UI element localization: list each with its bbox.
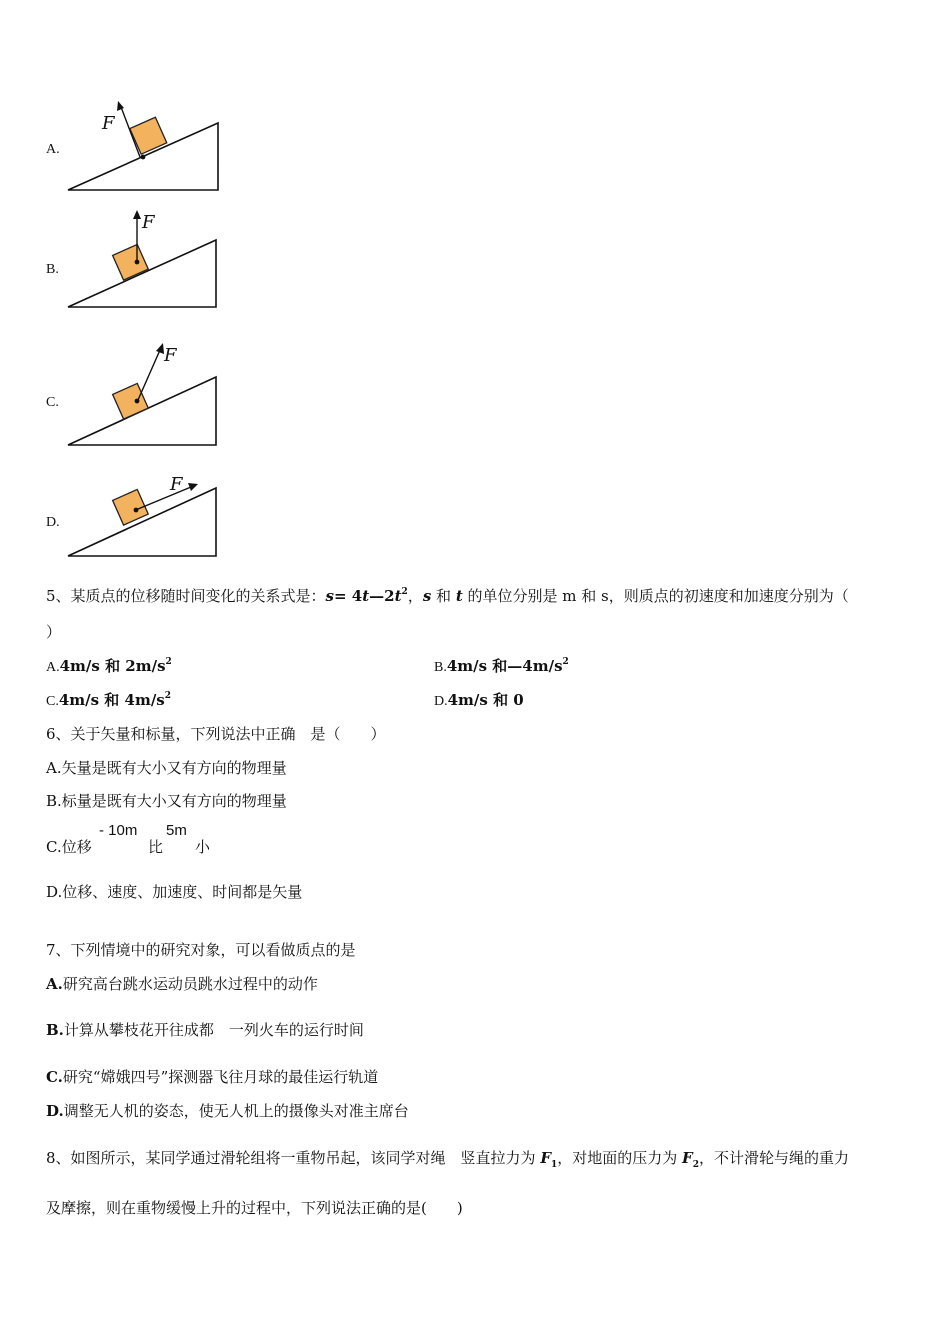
force-label: F <box>164 345 177 366</box>
question-7-option-d: D.调整无人机的姿态，使无人机上的摄像头对准主席台 <box>46 1102 409 1120</box>
question-5-stem: 5、某质点的位移随时间变化的关系式是：$s= 4t—2t^2$，s 和 t 的单位分别是 m 和 s，则质点的初速度和加速度分别为（ <box>46 587 849 605</box>
incline-figure-d <box>60 470 230 565</box>
question-6-option-d: D.位移、速度、加速度、时间都是矢量 <box>46 883 303 901</box>
question-6-value-2: 5m <box>166 822 187 839</box>
question-8-stem-line-2: 及摩擦，则在重物缓慢上升的过程中，下列说法正确的是( ) <box>46 1199 463 1217</box>
question-8-stem-line-1: 8、如图所示，某同学通过滑轮组将一重物吊起，该同学对绳 竖直拉力为 $F_1$，对地面的压力为 $F_2$，不计滑轮与绳的重力 <box>46 1149 849 1170</box>
question-6-value-1: - 10m <box>99 822 138 839</box>
incline-figure-a <box>60 95 230 200</box>
force-label: F <box>170 474 183 495</box>
incline-figure-b <box>60 205 230 315</box>
question-6-stem: 6、关于矢量和标量，下列说法中正确 是（ ） <box>46 725 386 743</box>
force-label: F <box>142 212 155 233</box>
question-7-option-b: B.计算从攀枝花开往成都 一列火车的运行时间 <box>46 1021 364 1039</box>
option-a-label: A. <box>46 142 60 157</box>
question-6-small: 小 <box>195 838 211 856</box>
question-6-option-c: C.位移 <box>46 838 92 856</box>
question-6-option-a: A.矢量是既有大小又有方向的物理量 <box>46 759 287 777</box>
incline-figure-c <box>60 340 230 450</box>
question-5-option-d: D.4m/s 和 0 <box>434 691 524 709</box>
question-7-option-c: C.研究“嫦娥四号”探测器飞往月球的最佳运行轨道 <box>46 1068 379 1086</box>
question-5-option-c: C.4m/s 和 $4m/s^2$ <box>46 691 172 709</box>
option-b-label: B. <box>46 262 59 277</box>
option-c-label: C. <box>46 395 59 410</box>
question-5-option-b: B.4m/s 和$—4m/s^2$ <box>434 657 569 675</box>
question-6-compare: 比 <box>148 838 164 856</box>
question-5-stem-close: ） <box>46 623 62 641</box>
question-5-option-a: A.4m/s 和 $2m/s^2$ <box>46 657 172 675</box>
question-7-option-a: A.研究高台跳水运动员跳水过程中的动作 <box>46 975 318 993</box>
option-d-label: D. <box>46 515 60 530</box>
question-6-option-b: B.标量是既有大小又有方向的物理量 <box>46 792 287 810</box>
question-7-stem: 7、下列情境中的研究对象，可以看做质点的是 <box>46 941 356 959</box>
force-label: F <box>102 113 115 134</box>
